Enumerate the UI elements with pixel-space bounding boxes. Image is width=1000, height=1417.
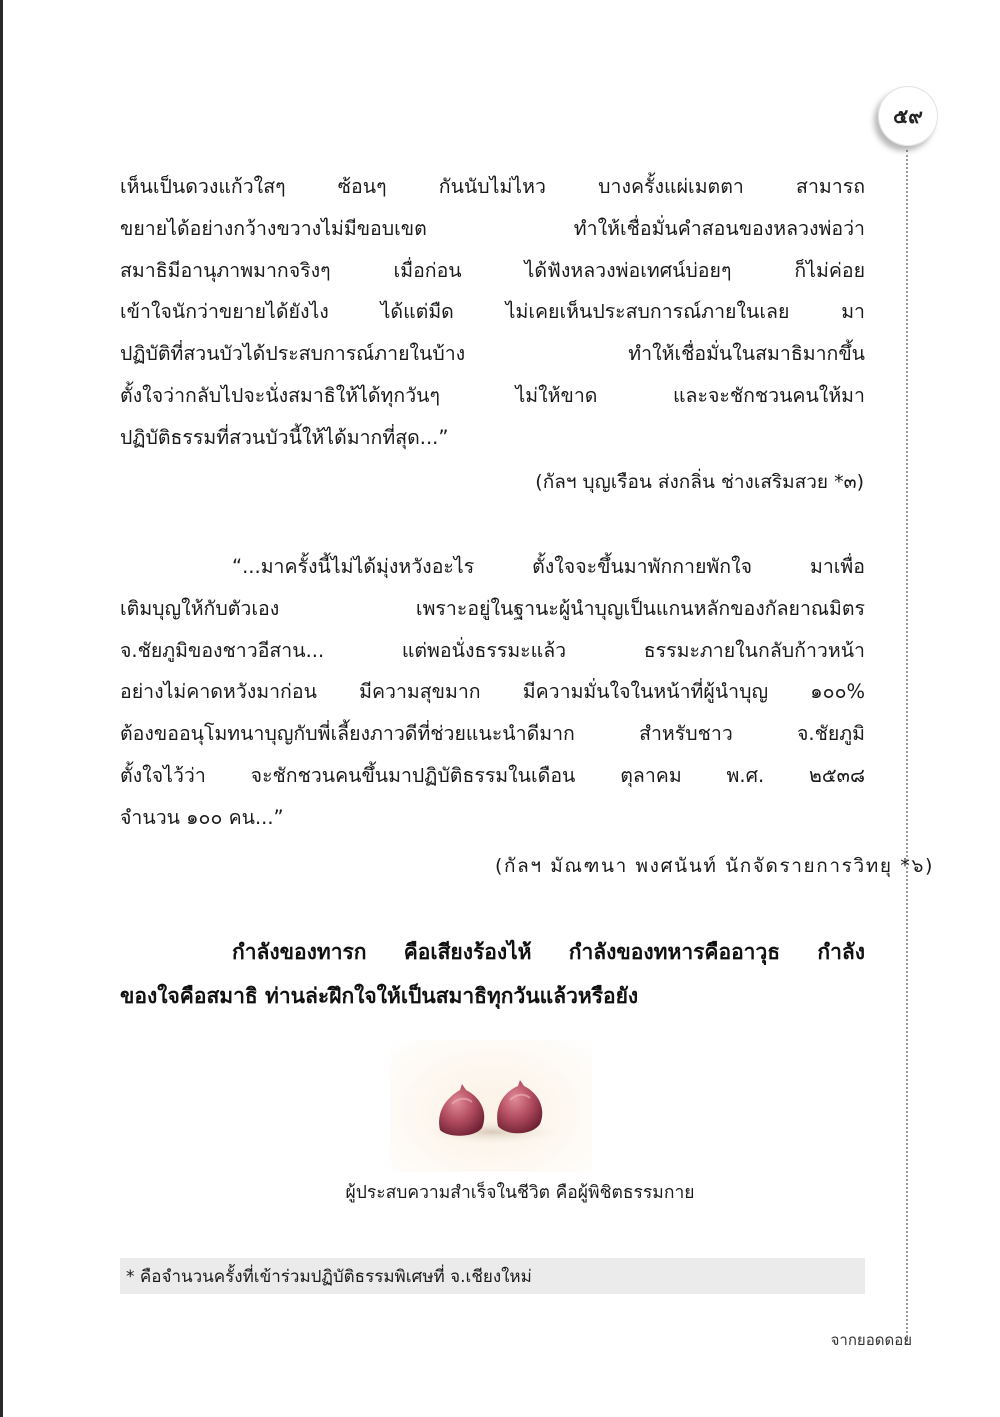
text-line: ตั้งใจไว้ว่า จะชักชวนคนขึ้นมาปฏิบัติธรรมในเดือน ตุลาคม พ.ศ. ๒๕๓๘ [120, 763, 865, 787]
text-line: ขยายได้อย่างกว้างขวางไม่มีขอบเขต ทำให้เชื่อมั่นคำสอนของหลวงพ่อว่า [120, 216, 865, 240]
image-caption: ผู้ประสบความสำเร็จในชีวิต คือผู้พิชิตธรรมกาย [345, 1183, 695, 1203]
text-line: เข้าใจนักว่าขยายได้ยังไง ได้แต่มืด ไม่เคยเห็นประสบการณ์ภายในเลย มา [120, 300, 865, 324]
fruit-illustration [390, 1040, 592, 1172]
page-number-badge [878, 86, 938, 146]
text-line: เติมบุญให้กับตัวเอง เพราะอยู่ในฐานะผู้นำบุญเป็นแกนหลักของกัลยาณมิตร [120, 596, 865, 620]
running-footer: จากยอดดอย [830, 1331, 912, 1349]
text-line: “...มาครั้งนี้ไม่ได้มุ่งหวังอะไร ตั้งใจจะขึ้นมาพักกายพักใจ มาเพื่อ [232, 555, 865, 578]
text-line: ต้องขออนุโมทนาบุญกับพี่เลี้ยงภาวดีที่ช่วยแนะนำดีมาก สำหรับชาว จ.ชัยภูมิ [120, 722, 865, 746]
highlight-statement [120, 930, 865, 1018]
quote-credit-2: (กัลฯ มัณฑนา พงศนันท์ นักจัดรายการวิทยุ *๖) [495, 855, 934, 877]
page-left-border [0, 0, 3, 1417]
text-line: จำนวน ๑๐๐ คน...” [120, 805, 284, 829]
highlight-line: กำลังของทารก คือเสียงร้องไห้ กำลังของทหารคืออาวุธ กำลัง [232, 940, 865, 964]
footnote: * คือจำนวนครั้งที่เข้าร่วมปฏิบัติธรรมพิเศษที่ จ.เชียงใหม่ [120, 1258, 865, 1294]
quote-paragraph-2 [120, 546, 865, 839]
text-line: สมาธิมีอานุภาพมากจริงๆ เมื่อก่อน ได้ฟังหลวงพ่อเทศน์บ่อยๆ ก็ไม่ค่อย [120, 258, 865, 282]
text-line: ปฏิบัติธรรมที่สวนบัวนี้ให้ได้มากที่สุด...” [120, 425, 449, 449]
quote-credit-1: (กัลฯ บุญเรือน ส่งกลิ่น ช่างเสริมสวย *๓) [535, 471, 864, 493]
fruit-image [390, 1040, 592, 1172]
dotted-margin-rule [906, 150, 908, 1345]
text-line: ปฏิบัติที่สวนบัวได้ประสบการณ์ภายในบ้าง ทำให้เชื่อมั่นในสมาธิมากขึ้น [120, 342, 865, 366]
text-line: จ.ชัยภูมิของชาวอีสาน... แต่พอนั่งธรรมะแล้ว ธรรมะภายในกลับก้าวหน้า [120, 638, 865, 662]
highlight-line: ของใจคือสมาธิ ท่านล่ะฝึกใจให้เป็นสมาธิทุกวันแล้วหรือยัง [120, 984, 639, 1008]
text-line: ตั้งใจว่ากลับไปจะนั่งสมาธิให้ได้ทุกวันๆ ไม่ให้ขาด และจะชักชวนคนให้มา [120, 383, 865, 407]
text-line: อย่างไม่คาดหวังมาก่อน มีความสุขมาก มีความมั่นใจในหน้าที่ผู้นำบุญ ๑๐๐% [120, 680, 865, 704]
quote-paragraph-1 [120, 166, 865, 459]
page-number: ๕๙ [893, 104, 923, 128]
text-line: เห็นเป็นดวงแก้วใสๆ ซ้อนๆ กันนับไม่ไหว บางครั้งแผ่เมตตา สามารถ [120, 175, 865, 198]
